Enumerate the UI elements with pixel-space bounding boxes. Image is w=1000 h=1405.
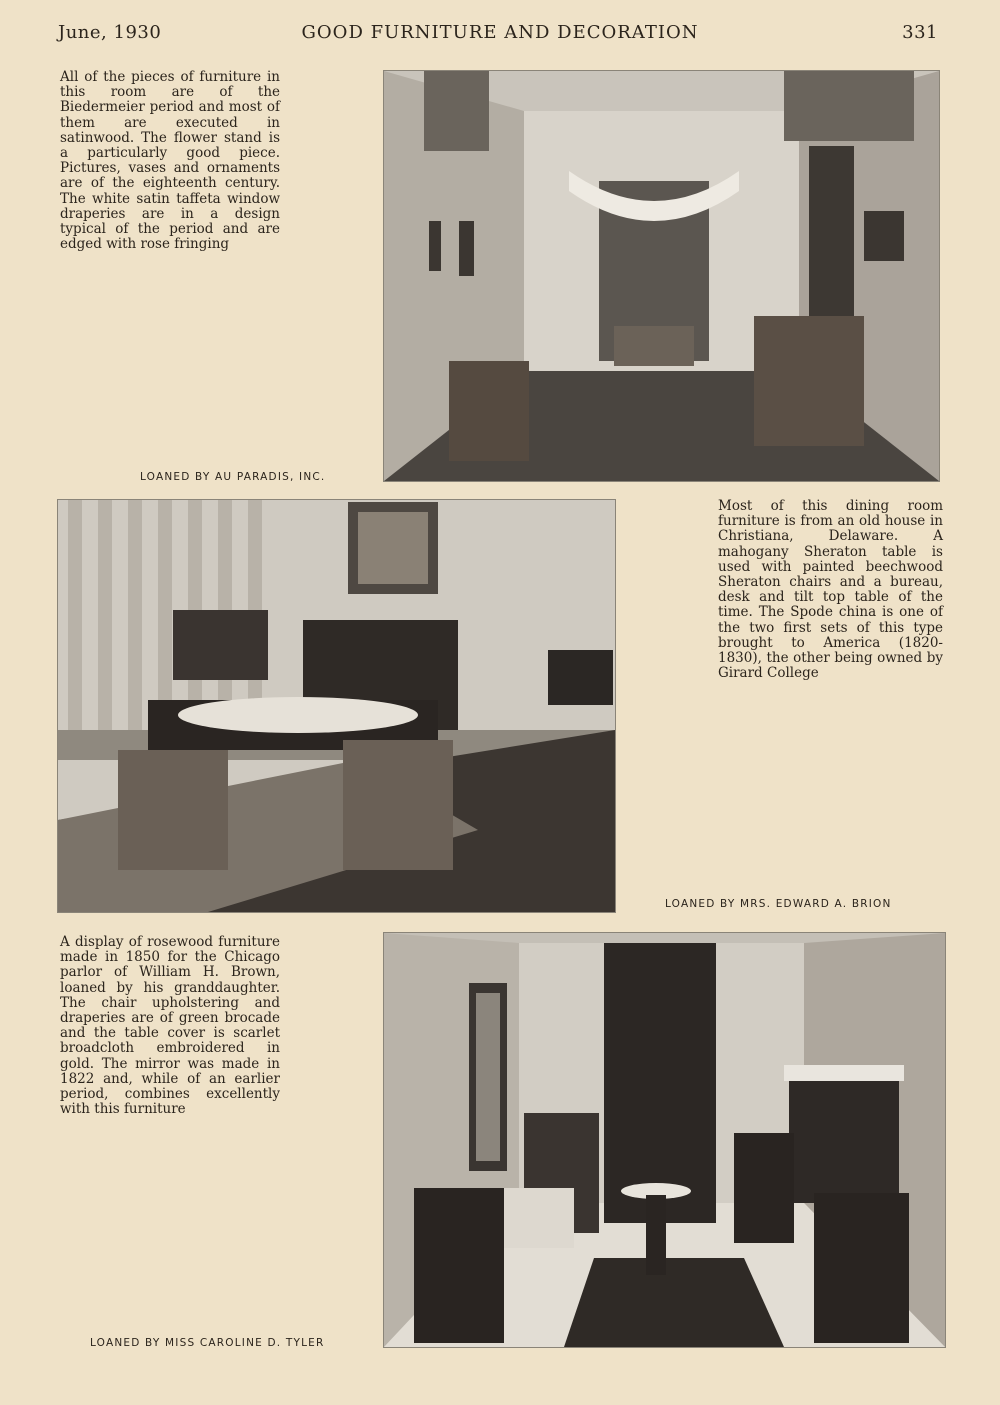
header-date: June, 1930	[58, 22, 162, 43]
caption-edward-brion: LOANED BY MRS. EDWARD A. BRION	[665, 898, 892, 910]
dining-room-photo	[57, 499, 616, 913]
caption-au-paradis: LOANED BY AU PARADIS, INC.	[140, 471, 326, 483]
biedermeier-description: All of the pieces of furniture in this room are of the Biedermeier period and most of them are executed in satinwood. The flower stand is a particularly good piece. Pictures, vases and ornaments are of the eighteenth century. The white satin taffeta window draperies are in a design typical of the period and are edged with rose fringing	[60, 69, 280, 253]
dining-room-description: Most of this dining room furniture is from an old house in Christiana, Delaware. A mahogany Sheraton table is used with painted beechwood Sheraton chairs and a bureau, desk and tilt top table of the time. The Spode china is one of the two first sets of this type brought to America (1820-1830), the other being owned by Girard College	[718, 498, 943, 682]
page-number: 331	[902, 22, 938, 43]
rosewood-parlor-photo	[383, 932, 946, 1348]
rosewood-description: A display of rosewood furniture made in 1850 for the Chicago parlor of William H. Brown, loaned by his granddaughter. The chair upholstering and draperies are of green brocade and the table cover is scarlet broadcloth embroidered in gold. The mirror was made in 1822 and, while of an earlier period, combines excellently with this furniture	[60, 934, 280, 1118]
biedermeier-room-photo	[383, 70, 940, 482]
caption-caroline-tyler: LOANED BY MISS CAROLINE D. TYLER	[90, 1337, 325, 1349]
header-title: GOOD FURNITURE AND DECORATION	[301, 22, 699, 43]
